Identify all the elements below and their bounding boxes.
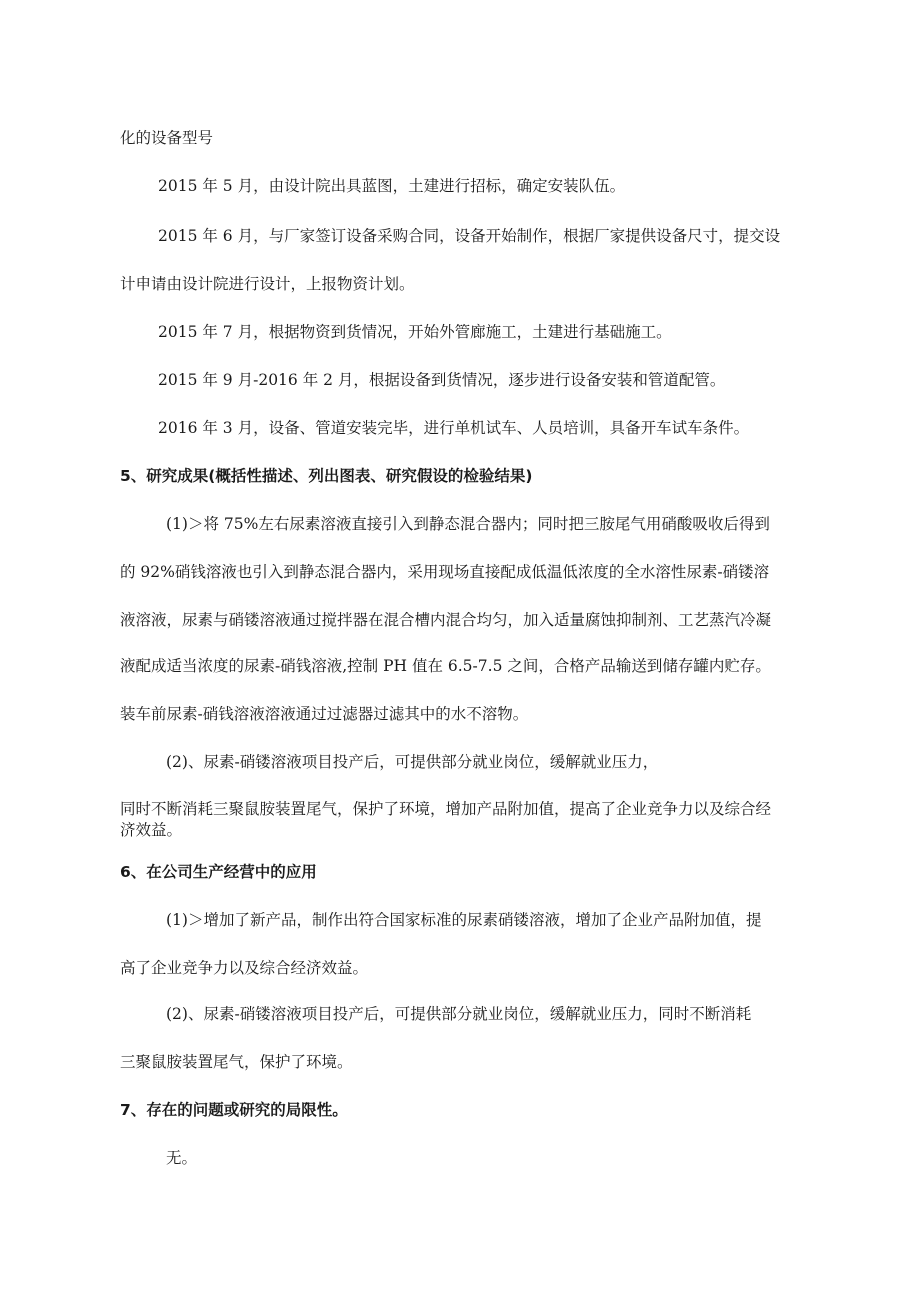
continuation-line: 化的设备型号 (120, 129, 214, 147)
schedule-item-may: 2015 年 5 月，由设计院出具蓝图，土建进行招标，确定安装队伍。 (158, 177, 626, 195)
section5-p1-line5: 装车前尿素-硝钱溶液溶液通过过滤器过滤其中的水不溶物。 (120, 705, 529, 723)
section7-body: 无。 (166, 1149, 198, 1167)
section5-p2-line3: 济效益。 (120, 821, 183, 839)
section5-heading: 5、研究成果(概括性描述、列出图表、研究假设的检验结果) (120, 467, 533, 485)
section5-p1-line1: (1)＞将 75%左右尿素溶液直接引入到静态混合器内；同时把三胺尾气用硝酸吸收后得到 (166, 515, 770, 533)
section6-heading: 6、在公司生产经营中的应用 (120, 863, 317, 881)
section6-p1-line1: (1)＞增加了新产品，制作出符合国家标准的尿素硝镂溶液，增加了企业产品附加值，提 (166, 911, 762, 929)
schedule-item-march: 2016 年 3 月，设备、管道安装完毕，进行单机试车、人员培训，具备开车试车条件。 (158, 419, 750, 437)
section7-heading: 7、存在的问题或研究的局限性。 (120, 1101, 348, 1119)
schedule-item-june-line2: 计申请由设计院进行设计，上报物资计划。 (120, 275, 415, 293)
section5-p1-line3: 液溶液，尿素与硝镂溶液通过搅拌器在混合槽内混合均匀，加入适量腐蚀抑制剂、工艺蒸汽冷凝 (120, 611, 772, 629)
section6-p1-line2: 高了企业竞争力以及综合经济效益。 (120, 959, 369, 977)
section5-p2-line1: (2)、尿素-硝镂溶液项目投产后，可提供部分就业岗位，缓解就业压力， (166, 753, 659, 771)
schedule-item-july: 2015 年 7 月，根据物资到货情况，开始外管廊施工，土建进行基础施工。 (158, 323, 672, 341)
section5-p1-line4: 液配成适当浓度的尿素-硝钱溶液,控制 PH 值在 6.5-7.5 之间，合格产品输送到储存罐内贮存。 (120, 657, 771, 675)
section6-p2-line1: (2)、尿素-硝镂溶液项目投产后，可提供部分就业岗位，缓解就业压力，同时不断消耗 (166, 1005, 752, 1023)
schedule-item-sep-feb: 2015 年 9 月-2016 年 2 月，根据设备到货情况，逐步进行设备安装和管道配管。 (158, 371, 726, 389)
section5-p1-line2: 的 92%硝钱溶液也引入到静态混合器内，采用现场直接配成低温低浓度的全水溶性尿素-硝镂溶 (120, 563, 770, 581)
schedule-item-june-line1: 2015 年 6 月，与厂家签订设备采购合同，设备开始制作，根据厂家提供设备尺寸，提交设 (158, 227, 781, 245)
section5-p2-line2: 同时不断消耗三聚鼠胺装置尾气，保护了环境，增加产品附加值，提高了企业竞争力以及综合经 (120, 800, 772, 818)
section6-p2-line2: 三聚鼠胺装置尾气，保护了环境。 (120, 1053, 353, 1071)
